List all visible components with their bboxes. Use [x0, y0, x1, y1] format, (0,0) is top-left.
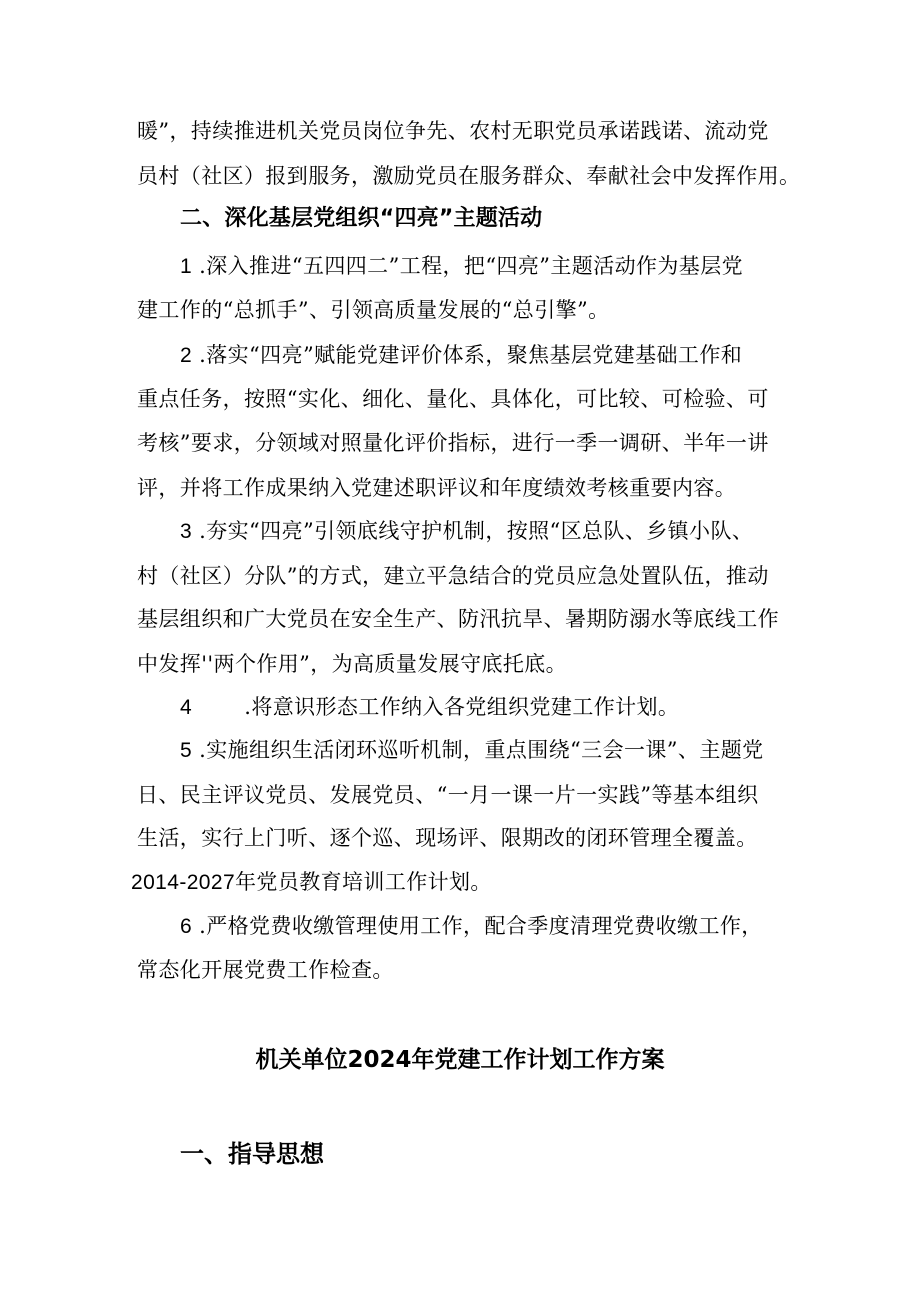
item-number: 3: [180, 520, 193, 543]
list-item-2-line: [180, 340, 742, 371]
list-item-6-line: [180, 911, 763, 942]
item-number: 1: [180, 255, 193, 278]
section-heading-1: 一、指导思想: [180, 1140, 324, 1168]
item-text: .将意识形态工作纳入各党组织党建工作计划。: [244, 695, 680, 719]
text-line: 常态化开展党费工作检查。: [137, 958, 394, 982]
year-range: 2014-2027: [131, 871, 236, 894]
list-item-5-line: [180, 735, 764, 766]
list-item-3-line: [180, 516, 753, 547]
item-text: .落实“四亮”赋能党建评价体系，聚焦基层党建基础工作和: [199, 343, 743, 367]
item-text: 年党员教育培训工作计划。: [235, 870, 492, 894]
text-line: 建工作的“总抓手”、引领高质量发展的“总引擎”。: [137, 298, 610, 322]
text-line: 村（社区）分队”的方式，建立平急结合的党员应急处置队伍，推动: [137, 564, 769, 588]
item-text: .夯实“四亮”引领底线守护机制，按照“区总队、乡镇小队、: [199, 519, 754, 543]
text-line: 暖”，持续推进机关党员岗位争先、农村无职党员承诺践诺、流动党: [137, 119, 769, 143]
text-line: 评，并将工作成果纳入党建述职评议和年度绩效考核重要内容。: [137, 476, 737, 500]
text-line: 考核”要求，分领域对照量化评价指标，进行一季一调研、半年一讲: [137, 431, 769, 455]
list-item-1-line: [180, 251, 743, 282]
item-text: .严格党费收缴管理使用工作，配合季度清理党费收缴工作，: [199, 914, 763, 938]
item-number: 4: [180, 696, 193, 719]
item-number: 2: [180, 344, 193, 367]
item-number: 6: [180, 915, 193, 938]
text-line: 基层组织和广大党员在安全生产、防汛抗旱、暑期防溺水等底线工作: [137, 607, 779, 631]
text-line: 日、民主评议党员、发展党员、“一月一课一片一实践”等基本组织: [137, 783, 759, 807]
item-text: .深入推进“五四四二”工程，把“四亮”主题活动作为基层党: [199, 254, 743, 278]
item-number: 5: [180, 739, 193, 762]
text-line: 中发挥''两个作用”，为高质量发展守底托底。: [137, 652, 568, 676]
section-heading-2: 二、深化基层党组织“四亮”主题活动: [180, 206, 543, 231]
item-text: .实施组织生活闭环巡听机制，重点围绕“三会一课”、主题党: [199, 738, 764, 762]
document-title: 机关单位2024年党建工作计划工作方案: [255, 1047, 665, 1073]
text-line: 员村（社区）报到服务，激励党员在服务群众、奉献社会中发挥作用。: [137, 164, 801, 188]
list-item-4-line: [180, 692, 679, 723]
text-line: [131, 867, 492, 898]
text-line: 生活，实行上门听、逐个巡、现场评、限期改的闭环管理全覆盖。: [137, 826, 758, 850]
text-line: 重点任务，按照“实化、细化、量化、具体化，可比较、可检验、可: [137, 387, 769, 411]
